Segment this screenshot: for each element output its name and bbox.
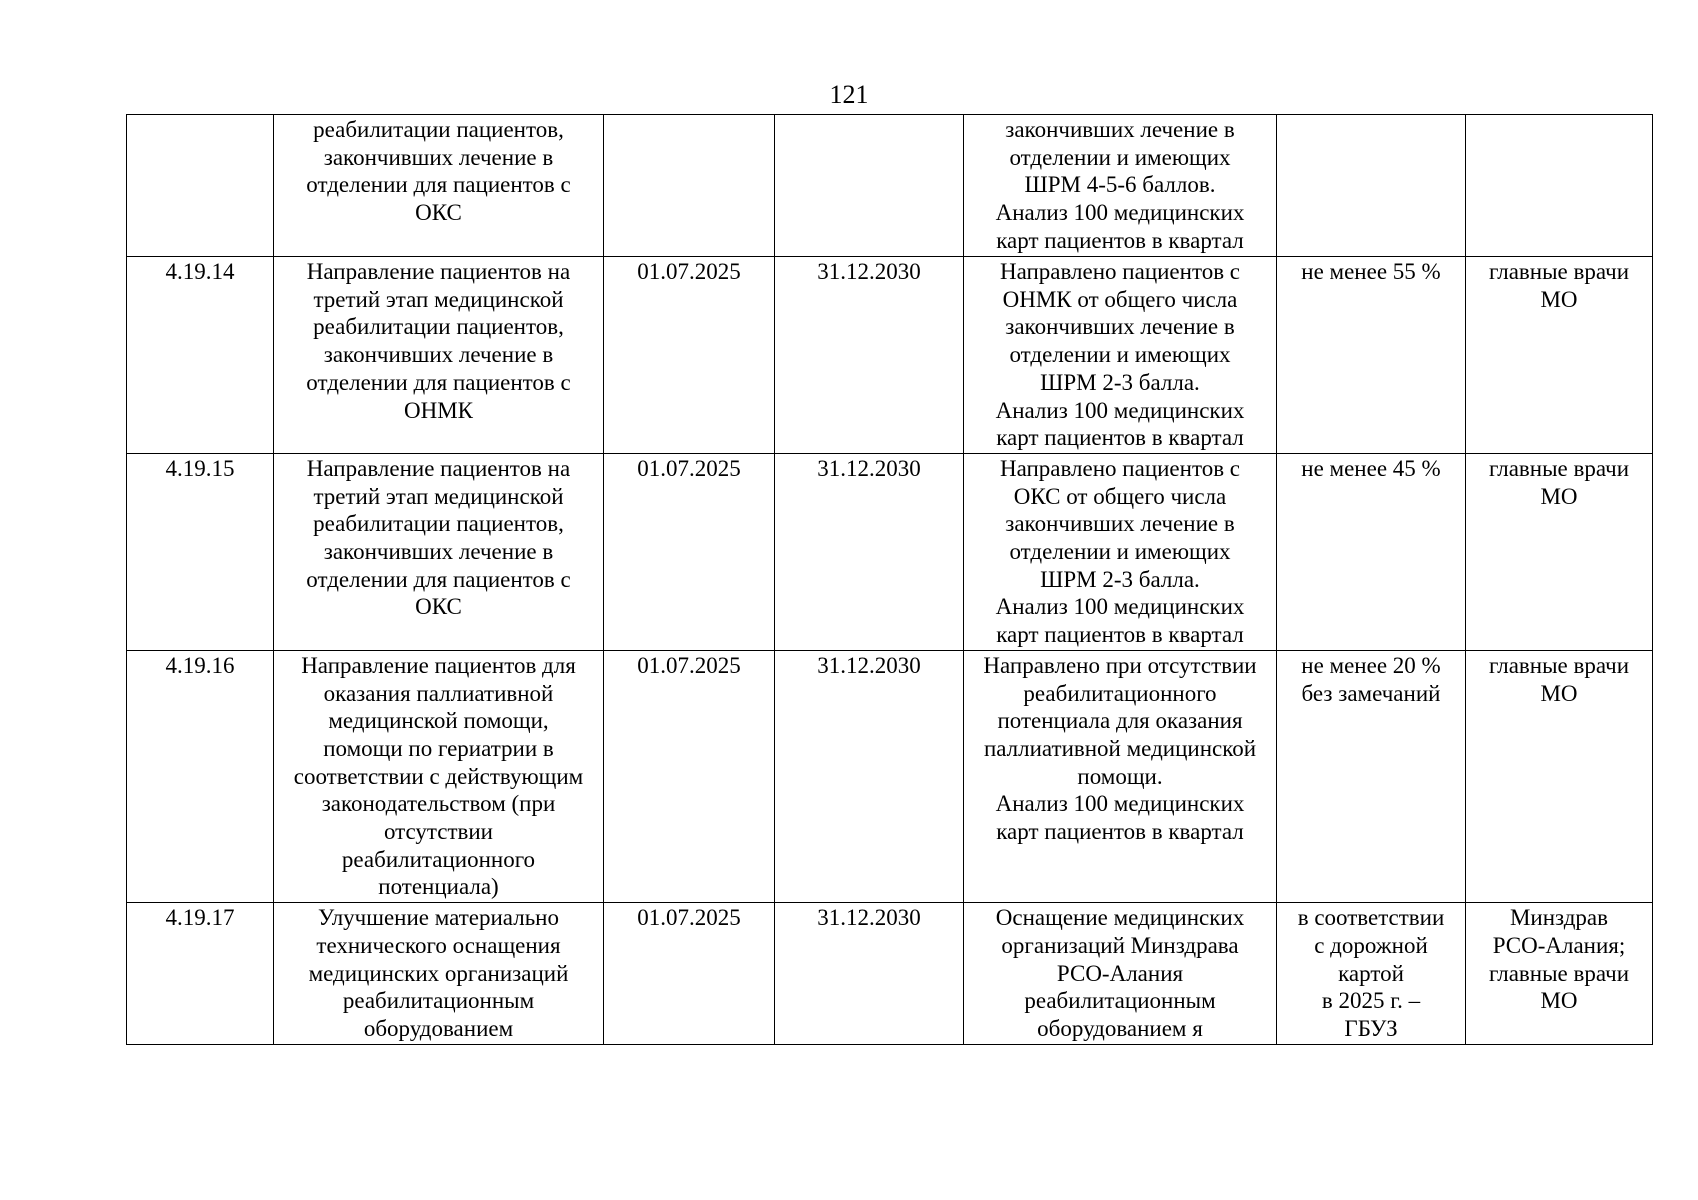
cell-text-line: оборудованием я xyxy=(1037,1015,1203,1041)
cell-text-line: отделении и имеющих xyxy=(1009,539,1231,565)
cell-text-line: Оснащение медицинских xyxy=(995,905,1245,931)
cell-responsible xyxy=(1466,903,1653,1045)
cell-measure-name xyxy=(274,257,604,454)
cell-text-line: законодательством (при xyxy=(321,791,556,817)
cell-item-number xyxy=(127,115,274,257)
cell-target-value xyxy=(1277,903,1466,1045)
cell-text-line: РСО-Алания; xyxy=(1492,932,1626,958)
cell-text-line: закончивших лечение в xyxy=(1005,511,1235,537)
cell-measure-name xyxy=(274,903,604,1045)
cell-text-line: закончивших лечение в xyxy=(323,539,554,565)
cell-text-line: Минздрав xyxy=(1509,905,1608,931)
cell-indicator xyxy=(964,650,1277,902)
cell-text-line: ОКС xyxy=(415,200,462,226)
cell-end-date xyxy=(775,903,964,1045)
cell-text-line: отделении и имеющих xyxy=(1009,342,1231,368)
cell-text-line: в соответствии xyxy=(1297,905,1445,931)
cell-text-line: 31.12.2030 xyxy=(817,652,921,678)
cell-text-line: отделении для пациентов с xyxy=(306,172,571,198)
table-row xyxy=(127,903,1653,1045)
cell-text-line: картой xyxy=(1338,960,1404,986)
cell-indicator xyxy=(964,115,1277,257)
cell-text-line: карт пациентов в квартал xyxy=(996,819,1244,845)
cell-text-line: МО xyxy=(1540,286,1578,312)
cell-measure-name xyxy=(274,650,604,902)
cell-text-line: медицинской помощи, xyxy=(328,708,549,734)
cell-measure-name xyxy=(274,453,604,650)
cell-text-line: с дорожной xyxy=(1314,932,1428,958)
cell-item-number xyxy=(127,257,274,454)
cell-text-line: главные врачи xyxy=(1488,455,1630,481)
cell-text-line: технического оснащения xyxy=(316,932,561,958)
cell-text-line: помощи. xyxy=(1077,763,1163,789)
cell-text-line: без замечаний xyxy=(1301,680,1441,706)
cell-text-line: Направлено при отсутствии xyxy=(983,652,1257,678)
cell-item-number xyxy=(127,650,274,902)
cell-start-date xyxy=(604,453,775,650)
cell-end-date xyxy=(775,257,964,454)
cell-text-line: реабилитационного xyxy=(1023,680,1217,706)
cell-text-line: отделении для пациентов с xyxy=(306,566,571,592)
cell-text-line: реабилитационным xyxy=(342,988,535,1014)
cell-text-line: Анализ 100 медицинских xyxy=(995,397,1245,423)
cell-text-line: 31.12.2030 xyxy=(817,259,921,284)
measures-table xyxy=(126,114,1653,1045)
cell-responsible xyxy=(1466,257,1653,454)
cell-text-line: МО xyxy=(1540,483,1578,509)
cell-text-line: потенциала для оказания xyxy=(997,708,1243,734)
cell-text-line: Направление пациентов на xyxy=(306,259,571,284)
cell-text-line: ГБУЗ xyxy=(1344,1015,1398,1041)
cell-text-line: главные врачи xyxy=(1488,652,1630,678)
cell-text-line: не менее 20 % xyxy=(1301,652,1441,678)
cell-start-date xyxy=(604,115,775,257)
cell-text-line: карт пациентов в квартал xyxy=(996,227,1244,253)
cell-indicator xyxy=(964,257,1277,454)
cell-text-line: организаций Минздрава xyxy=(1001,932,1239,958)
cell-text-line: Направление пациентов на xyxy=(306,455,571,481)
cell-text-line: МО xyxy=(1540,988,1578,1014)
cell-text-line: ОНМК xyxy=(403,397,473,423)
cell-text-line: соответствии с действующим xyxy=(293,763,584,789)
table-row xyxy=(127,257,1653,454)
cell-text-line: 01.07.2025 xyxy=(637,905,741,931)
cell-text-line: карт пациентов в квартал xyxy=(996,425,1244,451)
cell-item-number xyxy=(127,903,274,1045)
cell-text-line: в 2025 г. – xyxy=(1321,988,1421,1014)
cell-responsible xyxy=(1466,453,1653,650)
cell-text-line: закончивших лечение в xyxy=(323,342,554,368)
cell-text-line: оказания паллиативной xyxy=(323,680,554,706)
cell-text-line: медицинских организаций xyxy=(308,960,569,986)
cell-text-line: Улучшение материально xyxy=(318,905,559,931)
cell-text-line: ШРМ 2-3 балла. xyxy=(1040,369,1200,395)
cell-end-date xyxy=(775,650,964,902)
cell-text-line: главные врачи xyxy=(1488,960,1630,986)
cell-text-line: 01.07.2025 xyxy=(637,259,741,284)
cell-text-line: 01.07.2025 xyxy=(637,652,741,678)
cell-text-line: оборудованием xyxy=(363,1015,514,1041)
cell-text-line: третий этап медицинской xyxy=(313,483,564,509)
cell-item-number xyxy=(127,453,274,650)
cell-text-line: ОКС от общего числа xyxy=(1013,483,1227,509)
cell-text-line: паллиативной медицинской xyxy=(983,735,1257,761)
cell-text-line: третий этап медицинской xyxy=(313,286,564,312)
table-row xyxy=(127,453,1653,650)
cell-text-line: РСО-Алания xyxy=(1056,960,1184,986)
cell-text-line: 4.19.17 xyxy=(165,905,235,931)
cell-text-line: Анализ 100 медицинских xyxy=(995,594,1245,620)
cell-responsible xyxy=(1466,115,1653,257)
cell-text-line: Направление пациентов для xyxy=(301,652,576,678)
table-row xyxy=(127,115,1653,257)
cell-text-line: Анализ 100 медицинских xyxy=(995,200,1245,226)
cell-text-line: 4.19.16 xyxy=(165,652,235,678)
cell-text-line: потенциала) xyxy=(378,874,499,900)
cell-text-line: отсутствии xyxy=(383,819,493,845)
cell-text-line: не менее 55 % xyxy=(1301,259,1441,284)
cell-text-line: отделении и имеющих xyxy=(1009,144,1231,170)
cell-text-line: реабилитационным xyxy=(1024,988,1216,1014)
cell-text-line: Направлено пациентов с xyxy=(999,455,1241,481)
cell-text-line: 01.07.2025 xyxy=(637,455,741,481)
cell-text-line: отделении для пациентов с xyxy=(306,369,571,395)
cell-text-line: ОНМК от общего числа xyxy=(1002,286,1238,312)
cell-target-value xyxy=(1277,257,1466,454)
cell-text-line: закончивших лечение в xyxy=(323,144,554,170)
cell-text-line: карт пациентов в квартал xyxy=(996,622,1244,648)
cell-text-line: 4.19.15 xyxy=(165,455,235,481)
cell-text-line: главные врачи xyxy=(1488,259,1630,284)
cell-text-line: закончивших лечение в xyxy=(1005,314,1235,340)
cell-end-date xyxy=(775,115,964,257)
cell-text-line: закончивших лечение в xyxy=(1005,117,1235,142)
cell-responsible xyxy=(1466,650,1653,902)
cell-text-line: реабилитационного xyxy=(341,846,536,872)
cell-measure-name xyxy=(274,115,604,257)
cell-text-line: Направлено пациентов с xyxy=(999,259,1241,284)
cell-text-line: ШРМ 4-5-6 баллов. xyxy=(1024,172,1216,198)
cell-end-date xyxy=(775,453,964,650)
cell-target-value xyxy=(1277,115,1466,257)
cell-text-line: помощи по гериатрии в xyxy=(323,735,554,761)
cell-indicator xyxy=(964,903,1277,1045)
table-row xyxy=(127,650,1653,902)
cell-text-line: 31.12.2030 xyxy=(817,905,921,931)
cell-text-line: реабилитации пациентов, xyxy=(313,511,564,537)
page-number: 121 xyxy=(829,80,869,109)
cell-text-line: ШРМ 2-3 балла. xyxy=(1040,566,1200,592)
cell-text-line: МО xyxy=(1540,680,1578,706)
cell-indicator xyxy=(964,453,1277,650)
cell-start-date xyxy=(604,650,775,902)
cell-text-line: не менее 45 % xyxy=(1301,455,1441,481)
cell-text-line: Анализ 100 медицинских xyxy=(995,791,1245,817)
cell-text-line: реабилитации пациентов, xyxy=(313,117,564,142)
cell-text-line: реабилитации пациентов, xyxy=(313,314,564,340)
cell-text-line: 4.19.14 xyxy=(165,259,235,284)
cell-text-line: 31.12.2030 xyxy=(817,455,921,481)
cell-target-value xyxy=(1277,650,1466,902)
cell-target-value xyxy=(1277,453,1466,650)
cell-text-line: ОКС xyxy=(415,594,462,620)
cell-start-date xyxy=(604,257,775,454)
cell-start-date xyxy=(604,903,775,1045)
